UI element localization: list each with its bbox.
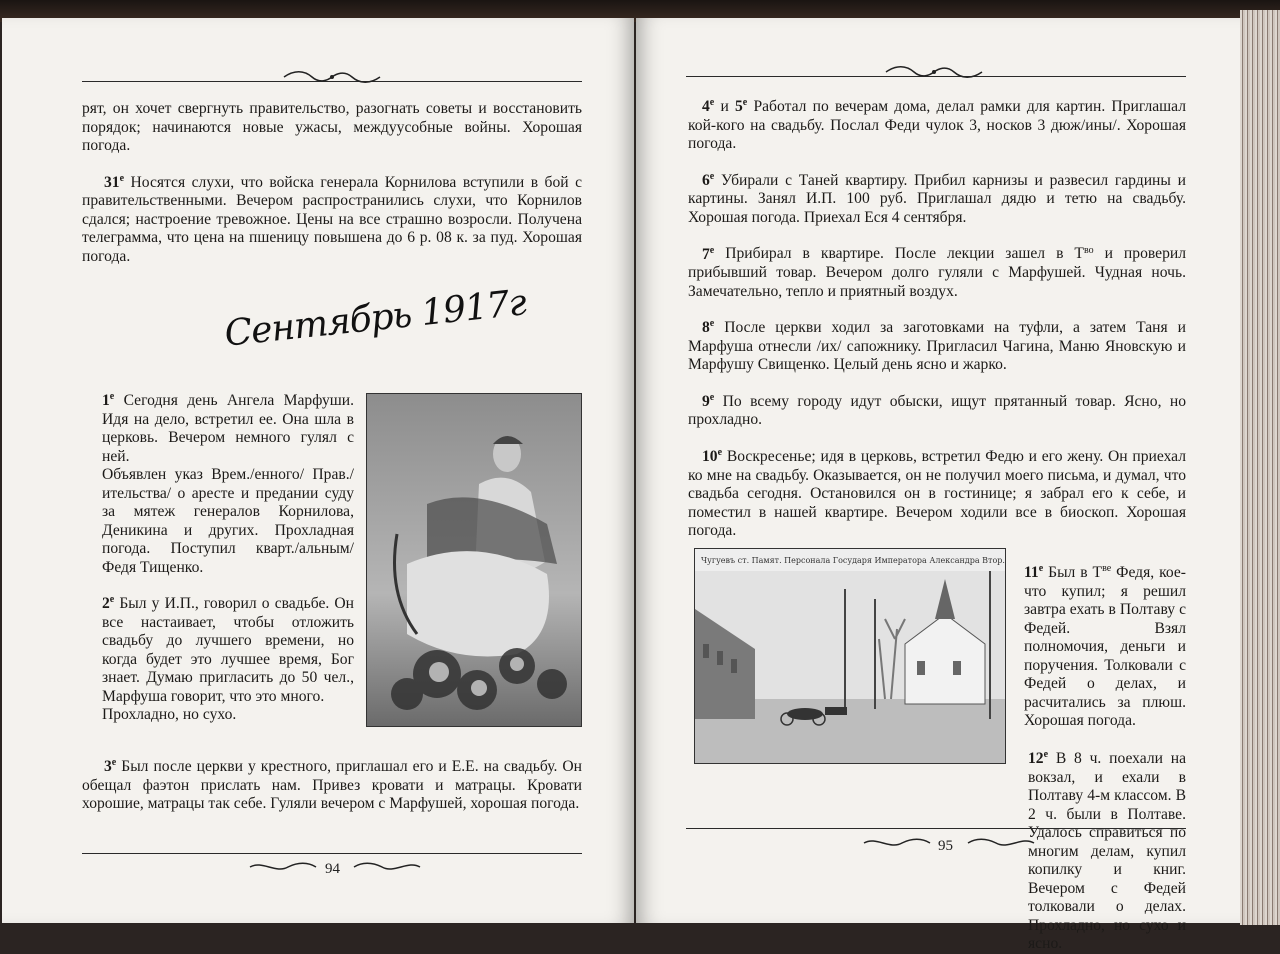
- entry-date: $10^е$: [702, 446, 723, 466]
- entry-sep2-cont: Прохладно, но сухо.: [102, 706, 237, 724]
- text-block-left-narrow: [102, 388, 354, 725]
- entry-sep1: $1^е$ Сегодня день Ангела Марфуши. Идя на дело, встретил ее. Она шла в церковь. Вечером немного гулял с ней.: [102, 391, 354, 465]
- portrait-photo: [366, 393, 582, 727]
- entry-date: $6^е$: [702, 170, 715, 189]
- page-number: 94: [325, 861, 340, 877]
- entry-date: $8^е$: [702, 318, 715, 337]
- entry-sep11: $11^е$ Был в $Т^{ве}$ Федя, кое-что купил; я решил завтра ехать в Полтаву с Федей. Взял полномочия, деньги и поручения. Толковали с Федей о делах, и расчитались за плюш. Хорошая погода.: [1024, 563, 1186, 730]
- top-ornament: [884, 65, 984, 79]
- entry-date: $1^е$: [102, 391, 115, 410]
- photo-caption: Чугуевъ ст. Памят. Персонала Государя Императора Александра Втор.: [701, 556, 1005, 565]
- text-block-right-narrow: [1024, 560, 1186, 731]
- entry-sep4-5: $4^е$ и $5^е$ Работал по вечерам дома, делал рамки для картин. Приглашал кой-кого на свадьбу. Послал Феди чулок 3, носков 3 дюж/ины/. Хорошая погода.: [688, 97, 1186, 153]
- entry-sep12: $12^е$ В 8 ч. поехали на вокзал, и ехали в Полтаву 4-м классом. В 2 ч. были в Полтаве. Удалось справиться по многим делам, купил копилку и книг. Вечером с Федей толковали о делах. Прохладно, но сухо и ясно.: [1028, 749, 1186, 953]
- entry-date: $4^е$: [702, 97, 715, 116]
- entry-sep6: $6^е$ Убирали с Таней квартиру. Прибил карнизы и развесил гардины и картины. Занял И.П. 100 руб. Приглашал дядю и тетю на свадьбу. Хорошая погода. Приехал Еся 4 сентября.: [688, 170, 1186, 226]
- entry-sep3: $3^е$ Был после церкви у крестного, приглашал его и Е.Е. на свадьбу. Он обещал фаэтон прислать нам. Привез кровати и матрацы. Кровати хорошие, матрацы так себе. Гуляли вечером с Марфушей, хорошая погода.: [82, 757, 582, 813]
- page-edges: [1240, 10, 1280, 925]
- entry-date: $3^е$: [104, 757, 117, 776]
- entry-date: $31^е$: [104, 172, 125, 191]
- superscript-abbrev: во: [1083, 244, 1094, 256]
- top-ornament: [282, 70, 382, 84]
- text-block-left-bottom: [82, 754, 582, 814]
- entry-sep2: $2^е$ Был у И.П., говорил о свадьбе. Он все настаивает, чтобы отложить свадьбу до лучшего времени, но когда будет это лучшее время, Бог знает. Думаю пригласить до 50 чел., Марфуша говорит, что это много.: [102, 594, 354, 705]
- entry-date: $5^е$: [735, 97, 748, 116]
- bottom-rule: [82, 853, 582, 854]
- entry-date: $11^е$: [1024, 563, 1044, 582]
- superscript-abbrev: ве: [1102, 563, 1112, 574]
- footer-ornament-left: [248, 860, 318, 874]
- right-page: [636, 18, 1242, 953]
- entry-sep7: $7^е$ Прибирал в квартире. После лекции зашел в $Т^{во}$ и проверил прибывший товар. Вечером долго гуляли с Марфушей. Чудная ночь. Замечательно, тепло и приятный воздух.: [688, 244, 1186, 300]
- page-number: 95: [938, 838, 953, 854]
- entry-date: $7^е$: [702, 244, 715, 263]
- entry-date: $2^е$: [102, 594, 115, 613]
- footer-ornament-right: [352, 860, 422, 874]
- entry-sep1-cont: Объявлен указ Врем./енного/ Прав./ительства/ о аресте и предании суду за мятеж генералов Корнилова, Деникина и других. Прохладная погода. Поступил кварт./альным/ Федя Тищенко.: [102, 466, 354, 576]
- paragraph-continuation: рят, он хочет свергнуть правительство, разогнать советы и восстановить порядок; начинаются новые ужасы, междуусобные войны. Хорошая погода.: [82, 100, 582, 154]
- bottom-rule: [686, 828, 1186, 829]
- entry-date: $9^е$: [702, 391, 715, 410]
- text-block-right: [688, 94, 1186, 541]
- text-block-left: [82, 100, 582, 266]
- footer-ornament-left: [862, 836, 932, 850]
- left-page: [2, 18, 634, 923]
- entry-date: $12^е$: [1028, 749, 1049, 768]
- entry-aug31: $31^е$ Носятся слухи, что войска генерала Корнилова вступили в бой с правительственными. Вечером распространились слухи, что Корнилов сдался; настроение тревожное. Цены на все страшно возросли. Получена телеграмма, что цена на пшеницу повышена до 6 р. 08 к. за пуд. Хорошая погода.: [82, 172, 582, 265]
- entry-sep9: $9^е$ По всему городу идут обыски, ищут прятанный товар. Ясно, но прохладно.: [688, 391, 1186, 429]
- text-block-right-bottom: [688, 746, 1186, 954]
- footer-ornament-right: [966, 836, 1036, 850]
- street-photo: [694, 548, 1006, 764]
- entry-sep10: $10^е$ Воскресенье; идя в церковь, встретил Федю и его жену. Он приехал ко мне на свадьбу. Оказывается, он не получил моего письма, и думал, что свадьба сегодня. Остановился он в гостинице; я забрал его к себе, и поместил в нашей квартире. Вечером ходили все в биоскоп. Хорошая погода.: [688, 446, 1186, 540]
- entry-sep8: $8^е$ После церкви ходил за заготовками на туфли, а затем Таня и Марфуша отнесли /их/ сапожнику. Пригласил Чагина, Маню Яновскую и Марфушу Свищенко. Целый день ясно и жарко.: [688, 318, 1186, 374]
- handwritten-month-heading: Сентябрь 1917г: [222, 282, 528, 355]
